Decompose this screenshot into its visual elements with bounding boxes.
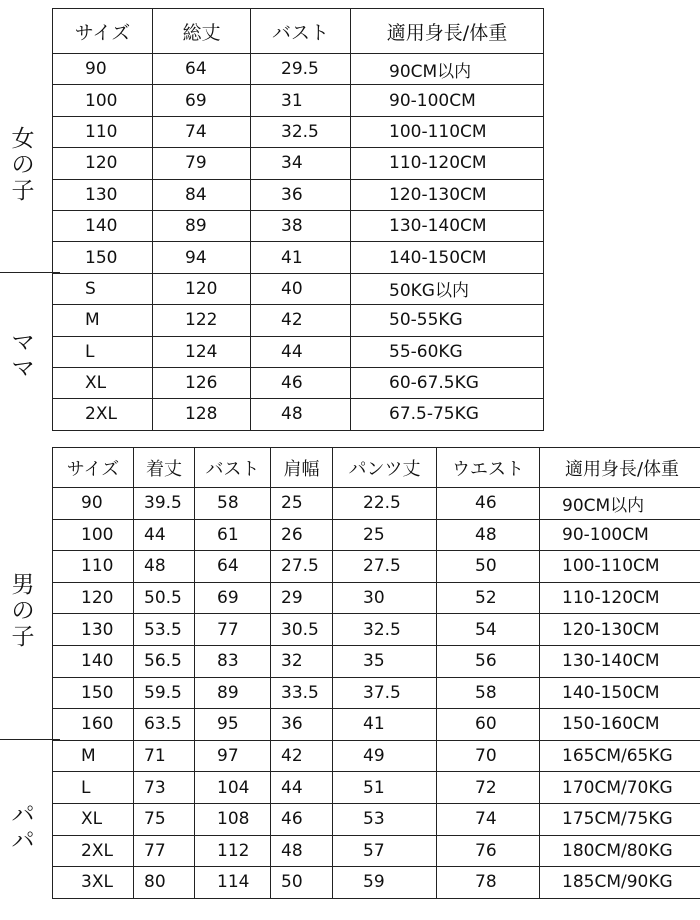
table-cell: 110-120CM	[540, 582, 700, 614]
table-cell: 126	[153, 367, 251, 398]
table-cell: 108	[195, 803, 271, 835]
table-cell: 36	[251, 179, 351, 210]
table-row	[53, 614, 700, 646]
table-cell: 50	[437, 551, 540, 583]
table-row	[53, 772, 700, 804]
table-row	[53, 242, 544, 273]
table-row	[53, 179, 544, 210]
table-cell: 27.5	[271, 551, 333, 583]
table-cell: 27.5	[333, 551, 437, 583]
table-cell: 130	[53, 614, 134, 646]
table-cell: 89	[195, 677, 271, 709]
table-cell: 140-150CM	[351, 242, 544, 273]
table-cell: 78	[437, 867, 540, 899]
table-cell: 74	[153, 116, 251, 147]
table-cell: 48	[134, 551, 195, 583]
col-header-size: サイズ	[53, 9, 153, 54]
table-cell: 26	[271, 519, 333, 551]
table-row	[53, 740, 700, 772]
table-cell: 52	[437, 582, 540, 614]
table-cell: 25	[333, 519, 437, 551]
table-cell: 104	[195, 772, 271, 804]
table-cell: 56	[437, 645, 540, 677]
table-cell: 31	[251, 85, 351, 116]
table-row	[53, 835, 700, 867]
table-cell: 120	[153, 273, 251, 304]
table-cell: 53	[333, 803, 437, 835]
table-cell: 59.5	[134, 677, 195, 709]
table-cell: 76	[437, 835, 540, 867]
table-cell: 51	[333, 772, 437, 804]
table-cell: 165CM/65KG	[540, 740, 700, 772]
table-cell: 74	[437, 803, 540, 835]
table-cell: 130	[53, 179, 153, 210]
table-cell: 46	[437, 488, 540, 520]
col-header-waist: ウエスト	[437, 448, 540, 488]
table-cell: 124	[153, 336, 251, 367]
table-cell: 122	[153, 305, 251, 336]
table-cell: 150	[53, 242, 153, 273]
table-cell: 120	[53, 148, 153, 179]
table-cell: 35	[333, 645, 437, 677]
table-cell: 42	[271, 740, 333, 772]
table-row	[53, 519, 700, 551]
table-cell: 70	[437, 740, 540, 772]
table-cell: 22.5	[333, 488, 437, 520]
table-cell: 46	[271, 803, 333, 835]
table-cell: 100	[53, 85, 153, 116]
group-label-boys: 男 の 子	[11, 572, 35, 650]
table-cell: 48	[271, 835, 333, 867]
table-cell: 95	[195, 709, 271, 741]
table-cell: 2XL	[53, 399, 153, 430]
table-cell: 29	[271, 582, 333, 614]
table-cell: 89	[153, 210, 251, 241]
table-cell: 48	[251, 399, 351, 430]
table-cell: 53.5	[134, 614, 195, 646]
table-cell: M	[53, 305, 153, 336]
col-header-size: サイズ	[53, 448, 134, 488]
col-header-fit-height-weight: 適用身長/体重	[351, 9, 544, 54]
col-header-bust: バスト	[195, 448, 271, 488]
table-cell: XL	[53, 367, 153, 398]
col-header-length: 着丈	[134, 448, 195, 488]
table-cell: 61	[195, 519, 271, 551]
table-cell: 30.5	[271, 614, 333, 646]
table-cell: 50-55KG	[351, 305, 544, 336]
table-cell: 73	[134, 772, 195, 804]
table-cell: 100-110CM	[351, 116, 544, 147]
table-cell: 50	[271, 867, 333, 899]
table-cell: 54	[437, 614, 540, 646]
table-cell: 130-140CM	[540, 645, 700, 677]
table-cell: 64	[153, 54, 251, 85]
table-row	[53, 210, 544, 241]
table-cell: 44	[134, 519, 195, 551]
table-cell: 36	[271, 709, 333, 741]
table-cell: 41	[251, 242, 351, 273]
table-cell: 94	[153, 242, 251, 273]
table-row	[53, 85, 544, 116]
size-table-boys-papa	[52, 447, 700, 899]
table-cell: 160	[53, 709, 134, 741]
table-cell: 140	[53, 645, 134, 677]
table-cell: 49	[333, 740, 437, 772]
table-cell: 90-100CM	[540, 519, 700, 551]
table-cell: L	[53, 772, 134, 804]
table-cell: 185CM/90KG	[540, 867, 700, 899]
col-header-shoulder: 肩幅	[271, 448, 333, 488]
table-row	[53, 582, 700, 614]
table-row	[53, 336, 544, 367]
table-cell: 79	[153, 148, 251, 179]
table-row	[53, 709, 700, 741]
table-cell: 69	[195, 582, 271, 614]
table-cell: 90-100CM	[351, 85, 544, 116]
table-cell: 60-67.5KG	[351, 367, 544, 398]
table-cell: 90CM以内	[540, 488, 700, 520]
table-row	[53, 551, 700, 583]
table-row	[53, 677, 700, 709]
table-cell: 180CM/80KG	[540, 835, 700, 867]
table-row	[53, 399, 544, 430]
table-cell: 120-130CM	[351, 179, 544, 210]
table-cell: 64	[195, 551, 271, 583]
table-row	[53, 54, 544, 85]
table-cell: 128	[153, 399, 251, 430]
table-cell: 38	[251, 210, 351, 241]
table-cell: 40	[251, 273, 351, 304]
col-header-total-length: 総丈	[153, 9, 251, 54]
table-cell: 39.5	[134, 488, 195, 520]
table-cell: 90	[53, 488, 134, 520]
table-cell: M	[53, 740, 134, 772]
table-cell: 75	[134, 803, 195, 835]
table-cell: 58	[195, 488, 271, 520]
table-cell: 112	[195, 835, 271, 867]
table-cell: 48	[437, 519, 540, 551]
table-cell: 50.5	[134, 582, 195, 614]
table-cell: 72	[437, 772, 540, 804]
table-cell: 83	[195, 645, 271, 677]
table-cell: 150	[53, 677, 134, 709]
table-row	[53, 488, 700, 520]
table-cell: 44	[251, 336, 351, 367]
size-table-girls-mama	[52, 8, 544, 431]
table-cell: 110-120CM	[351, 148, 544, 179]
table-cell: 114	[195, 867, 271, 899]
group-label-mama: マ マ	[11, 330, 35, 382]
table-cell: 110	[53, 551, 134, 583]
table-cell: 25	[271, 488, 333, 520]
table-row	[53, 305, 544, 336]
col-header-pants-length: パンツ丈	[333, 448, 437, 488]
table-cell: 32.5	[251, 116, 351, 147]
group-label-girls: 女 の 子	[11, 126, 35, 204]
table-cell: 90	[53, 54, 153, 85]
table-cell: 55-60KG	[351, 336, 544, 367]
table-row	[53, 367, 544, 398]
table-cell: 58	[437, 677, 540, 709]
table-row	[53, 867, 700, 899]
table-cell: 46	[251, 367, 351, 398]
table-cell: 97	[195, 740, 271, 772]
table-cell: 34	[251, 148, 351, 179]
table-cell: 60	[437, 709, 540, 741]
table-cell: 110	[53, 116, 153, 147]
table-cell: 69	[153, 85, 251, 116]
table-cell: 3XL	[53, 867, 134, 899]
table-cell: 56.5	[134, 645, 195, 677]
table-cell: 67.5-75KG	[351, 399, 544, 430]
table-cell: 84	[153, 179, 251, 210]
table-cell: 140-150CM	[540, 677, 700, 709]
table-cell: 170CM/70KG	[540, 772, 700, 804]
table-row	[53, 116, 544, 147]
table-cell: 120	[53, 582, 134, 614]
table-cell: 37.5	[333, 677, 437, 709]
table-cell: 63.5	[134, 709, 195, 741]
table-cell: 71	[134, 740, 195, 772]
table-cell: 41	[333, 709, 437, 741]
table-row	[53, 148, 544, 179]
table-cell: 44	[271, 772, 333, 804]
table-cell: 57	[333, 835, 437, 867]
table-cell: 77	[134, 835, 195, 867]
table-cell: 50KG以内	[351, 273, 544, 304]
table-cell: XL	[53, 803, 134, 835]
table-cell: 32	[271, 645, 333, 677]
table-cell: 33.5	[271, 677, 333, 709]
table-cell: 120-130CM	[540, 614, 700, 646]
table-header-row	[53, 448, 700, 488]
table-cell: S	[53, 273, 153, 304]
table-cell: 130-140CM	[351, 210, 544, 241]
table-cell: 77	[195, 614, 271, 646]
group-separator-girls-mama	[0, 272, 60, 273]
table-row	[53, 803, 700, 835]
table-row	[53, 645, 700, 677]
table-cell: 42	[251, 305, 351, 336]
table-cell: 59	[333, 867, 437, 899]
table-cell: 175CM/75KG	[540, 803, 700, 835]
table-cell: L	[53, 336, 153, 367]
group-label-papa: パ パ	[11, 802, 35, 854]
col-header-bust: バスト	[251, 9, 351, 54]
table-cell: 30	[333, 582, 437, 614]
table-cell: 29.5	[251, 54, 351, 85]
col-header-fit-height-weight: 適用身長/体重	[540, 448, 700, 488]
table-header-row	[53, 9, 544, 54]
table-cell: 32.5	[333, 614, 437, 646]
table-cell: 140	[53, 210, 153, 241]
table-cell: 80	[134, 867, 195, 899]
table-cell: 100-110CM	[540, 551, 700, 583]
table-cell: 150-160CM	[540, 709, 700, 741]
table-cell: 2XL	[53, 835, 134, 867]
table-row	[53, 273, 544, 304]
table-cell: 100	[53, 519, 134, 551]
table-cell: 90CM以内	[351, 54, 544, 85]
group-separator-boys-papa	[0, 739, 60, 740]
